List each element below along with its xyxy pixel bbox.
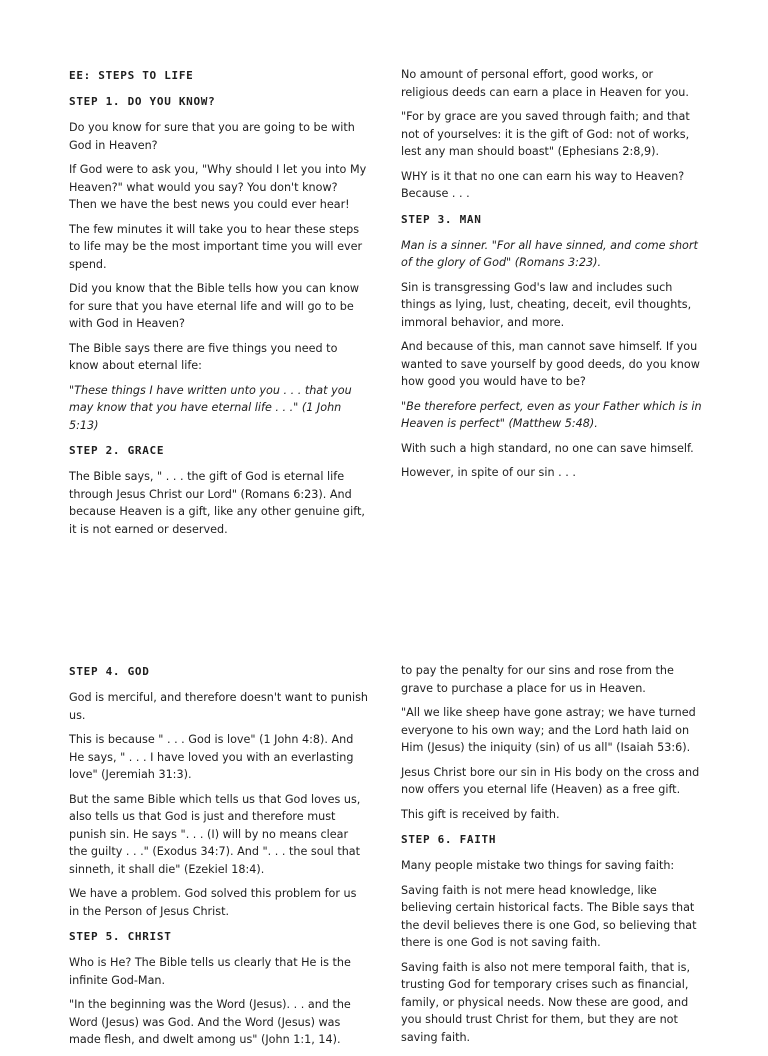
paragraph: Do you know for sure that you are going to be with God in Heaven?: [69, 121, 355, 152]
document-page-1: [0, 66, 768, 536]
paragraph: WHY is it that no one can earn his way to Heaven? Because . . .: [401, 169, 685, 200]
step-5-heading: STEP 5. CHRIST: [69, 930, 172, 943]
document-page-2: [0, 662, 768, 1046]
paragraph: This is because " . . . God is love" (1 John 4:8). And He says, " . . . I have loved you with an everlasting love" (Jeremiah 31:3).: [69, 733, 354, 781]
paragraph: "In the beginning was the Word (Jesus). . . and the Word (Jesus) was God. And the Word (Jesus) was made flesh, and dwelt among us" (John 1:1, 14).: [69, 998, 351, 1046]
paragraph: But the same Bible which tells us that God loves us, also tells us that God is just and therefore must punish sin. He says ". . . (I) will by no means clear the guilty . . ." (Exodus 34:7). And ". . . the soul that sinneth, it shall die" (Ezekiel 18:4).: [69, 792, 361, 876]
page1-left-column: [69, 66, 369, 545]
paragraph: If God were to ask you, "Why should I let you into My Heaven?" what would you say? You don't know? Then we have the best news you could ever hear!: [69, 163, 367, 211]
step-6-heading: STEP 6. FAITH: [401, 833, 497, 846]
document-title: EE: STEPS TO LIFE: [69, 69, 194, 82]
paragraph: Who is He? The Bible tells us clearly that He is the infinite God-Man.: [69, 956, 351, 987]
step-1-heading: STEP 1. DO YOU KNOW?: [69, 95, 216, 108]
paragraph: to pay the penalty for our sins and rose from the grave to purchase a place for us in Heaven.: [401, 664, 674, 695]
page2-right-column: [401, 662, 703, 1053]
paragraph: "For by grace are you saved through faith; and that not of yourselves: it is the gift of God: not of works, lest any man should boast" (Ephesians 2:8,9).: [401, 110, 690, 158]
paragraph: The Bible says there are five things you need to know about eternal life:: [69, 341, 338, 372]
paragraph: No amount of personal effort, good works, or religious deeds can earn a place in Heaven for you.: [401, 68, 689, 99]
paragraph: Jesus Christ bore our sin in His body on the cross and now offers you eternal life (Heaven) as a free gift.: [401, 765, 700, 796]
page1-right-column: [401, 66, 703, 489]
paragraph: We have a problem. God solved this problem for us in the Person of Jesus Christ.: [69, 887, 357, 918]
paragraph: Saving faith is also not mere temporal faith, that is, trusting God for temporary crises such as financial, family, or physical needs. Now these are good, and you should trust Christ for them, but they are not saving faith.: [401, 960, 691, 1044]
paragraph: This gift is received by faith.: [401, 807, 560, 821]
step-4-heading: STEP 4. GOD: [69, 665, 150, 678]
page2-left-column: [69, 662, 369, 1056]
paragraph: And because of this, man cannot save himself. If you wanted to save yourself by good deeds, do you know how good you would have to be?: [401, 340, 700, 388]
step-2-heading: STEP 2. GRACE: [69, 444, 165, 457]
step-3-heading: STEP 3. MAN: [401, 212, 482, 226]
paragraph: Sin is transgressing God's law and includes such things as lying, lust, cheating, deceit, evil thoughts, immoral behavior, and more.: [401, 280, 692, 329]
paragraph: "All we like sheep have gone astray; we have turned everyone to his own way; and the Lord hath laid on Him (Jesus) the iniquity (sin) of us all" (Isaiah 53:6).: [401, 706, 696, 754]
scripture-quote: "Be therefore perfect, even as your Father which is in Heaven is perfect" (Matthew 5:48).: [401, 399, 702, 430]
paragraph: Saving faith is not mere head knowledge, like believing certain historical facts. The Bible says that the devil believes there is one God, so believing that there is one God is not saving faith.: [401, 883, 697, 949]
paragraph: Many people mistake two things for saving faith:: [401, 859, 675, 872]
paragraph: However, in spite of our sin . . .: [401, 466, 576, 479]
scripture-quote: Man is a sinner. "For all have sinned, and come short of the glory of God" (Romans 3:23).: [401, 238, 698, 269]
paragraph: God is merciful, and therefore doesn't want to punish us.: [69, 691, 368, 722]
scripture-quote: "These things I have written unto you . . . that you may know that you have eternal life . . ." (1 John 5:13): [69, 383, 352, 432]
paragraph: The few minutes it will take you to hear these steps to life may be the most important time you will ever spend.: [69, 222, 363, 271]
paragraph: With such a high standard, no one can save himself.: [401, 441, 694, 455]
paragraph: Did you know that the Bible tells how you can know for sure that you have eternal life and will go to be with God in Heaven?: [69, 282, 360, 330]
paragraph: The Bible says, " . . . the gift of God is eternal life through Jesus Christ our Lord" (Romans 6:23). And because Heaven is a gift, like any other genuine gift, it is not earned or deserved.: [69, 470, 365, 536]
